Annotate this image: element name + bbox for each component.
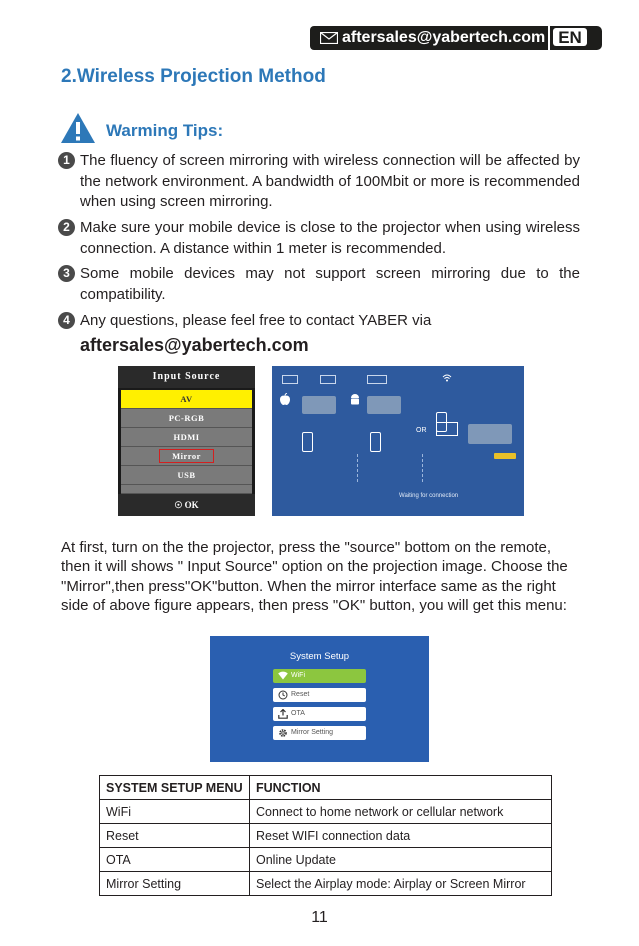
menu-item-label: HDMI bbox=[173, 432, 200, 442]
setup-item-ota bbox=[273, 707, 366, 721]
language-badge bbox=[550, 26, 602, 50]
table-cell: Reset WIFI connection data bbox=[250, 824, 552, 848]
setup-item-wifi bbox=[273, 669, 366, 683]
tip-number: 2 bbox=[58, 219, 75, 236]
tip-text: Some mobile devices may not support screen mirroring due to the compatibility. bbox=[80, 265, 580, 303]
contact-email: aftersales@yabertech.com bbox=[80, 334, 309, 355]
apple-icon bbox=[280, 393, 290, 405]
divider bbox=[422, 454, 424, 482]
tip-4 bbox=[63, 311, 580, 355]
wifi-icon bbox=[442, 374, 452, 382]
android-icon bbox=[350, 393, 360, 405]
mirror-interface-screen bbox=[272, 366, 524, 516]
tip-text: Make sure your mobile device is close to the projector when using wireless connection. A distance within 1 meter is recommended. bbox=[80, 219, 580, 257]
header-email: aftersales@yabertech.com bbox=[342, 29, 546, 46]
setup-function-table bbox=[99, 775, 552, 896]
ok-label: OK bbox=[184, 500, 199, 510]
phone-icon bbox=[302, 432, 313, 452]
or-label: OR bbox=[416, 427, 427, 434]
system-setup-screen bbox=[210, 636, 429, 762]
playplay-badge bbox=[494, 453, 516, 459]
divider bbox=[357, 454, 359, 482]
section-title: 2.Wireless Projection Method bbox=[61, 66, 326, 87]
table-cell: Mirror Setting bbox=[100, 872, 250, 896]
tip-number: 1 bbox=[58, 152, 75, 169]
email-banner bbox=[310, 26, 548, 50]
language-label: EN bbox=[553, 28, 587, 46]
setup-item-label: Mirror Setting bbox=[291, 729, 334, 736]
table-row bbox=[100, 848, 552, 872]
table-row bbox=[100, 824, 552, 848]
setup-item-reset bbox=[273, 688, 366, 702]
tip-text: Any questions, please feel free to contact YABER via bbox=[80, 312, 432, 329]
page-number: 11 bbox=[311, 909, 328, 926]
mail-icon bbox=[320, 32, 338, 44]
table-cell: Select the Airplay mode: Airplay or Screen Mirror bbox=[250, 872, 552, 896]
menu-item-usb bbox=[121, 466, 252, 485]
menu-ok-hint bbox=[118, 494, 255, 516]
tip-number: 4 bbox=[58, 312, 75, 329]
instructions-paragraph: At first, turn on the the projector, press the "source" bottom on the remote, then it will shows " Input Source" option on the projection image. Choose the "Mirror",then press"OK"button. When the mirror interface same as the right side of above figure appears, then press "OK" button, you will get this menu: bbox=[61, 539, 568, 615]
warning-icon bbox=[60, 112, 96, 144]
input-source-menu bbox=[118, 366, 255, 516]
setup-title: System Setup bbox=[289, 651, 350, 662]
ok-icon: ☉ bbox=[174, 500, 183, 510]
phone-icon bbox=[370, 432, 381, 452]
menu-item-label: PC-RGB bbox=[168, 413, 205, 423]
top-tab bbox=[367, 375, 387, 384]
tip-3 bbox=[63, 264, 580, 305]
tips-title: Warming Tips: bbox=[106, 121, 224, 140]
tip-text: The fluency of screen mirroring with wireless connection will be affected by the network environment. A bandwidth of 100Mbit or more is recommended when using screen mirroring. bbox=[80, 152, 580, 210]
table-row bbox=[100, 872, 552, 896]
reset-icon bbox=[278, 690, 288, 700]
table-cell: Reset bbox=[100, 824, 250, 848]
tip-2 bbox=[63, 218, 580, 259]
menu-title: Input Source bbox=[118, 366, 255, 388]
setup-item-label: WiFi bbox=[291, 672, 305, 679]
menu-item-label: AV bbox=[180, 394, 193, 404]
upload-icon bbox=[278, 709, 288, 719]
table-cell: Connect to home network or cellular network bbox=[250, 800, 552, 824]
gear-icon bbox=[278, 728, 288, 738]
setup-item-label: OTA bbox=[291, 710, 305, 717]
table-cell: WiFi bbox=[100, 800, 250, 824]
top-tab bbox=[320, 375, 336, 384]
table-row bbox=[100, 800, 552, 824]
projector-illustration bbox=[367, 396, 401, 414]
menu-item-av bbox=[121, 390, 252, 409]
phone-icon bbox=[436, 412, 447, 432]
menu-item-pc-rgb bbox=[121, 409, 252, 428]
wifi-icon bbox=[278, 671, 288, 680]
column-header: SYSTEM SETUP MENU bbox=[100, 776, 250, 800]
setup-item-mirror-setting bbox=[273, 726, 366, 740]
menu-item-label: USB bbox=[177, 470, 196, 480]
top-tab bbox=[282, 375, 298, 384]
menu-item-mirror bbox=[121, 447, 252, 466]
table-cell: OTA bbox=[100, 848, 250, 872]
menu-item-hdmi bbox=[121, 428, 252, 447]
menu-spacer bbox=[121, 485, 252, 494]
waiting-label: Waiting for connection bbox=[399, 493, 459, 499]
menu-item-label: Mirror bbox=[159, 449, 214, 463]
table-header-row bbox=[100, 776, 552, 800]
setup-item-label: Reset bbox=[291, 691, 310, 698]
column-header: FUNCTION bbox=[250, 776, 552, 800]
contact-header bbox=[310, 26, 602, 50]
tip-1 bbox=[63, 151, 580, 213]
tip-number: 3 bbox=[58, 265, 75, 282]
projector-illustration bbox=[468, 424, 512, 444]
table-cell: Online Update bbox=[250, 848, 552, 872]
projector-illustration bbox=[302, 396, 336, 414]
